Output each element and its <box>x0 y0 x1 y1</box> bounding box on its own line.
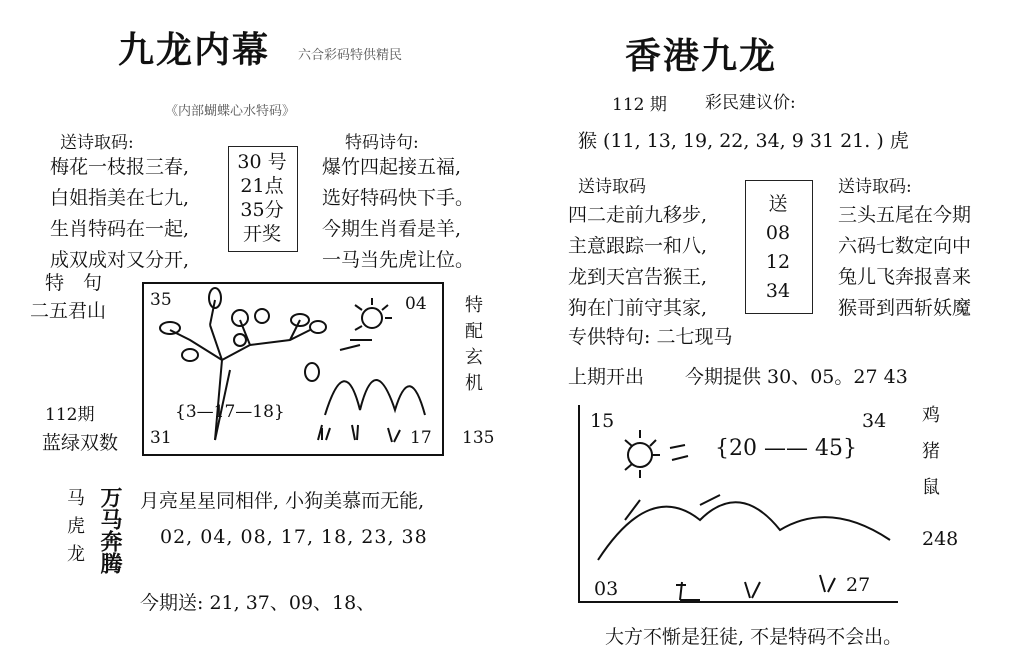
poem-line: 三头五尾在今期 <box>838 204 972 226</box>
draw-time-line: 21点 <box>240 175 284 197</box>
poem-line: 四二走前九移步, <box>568 204 708 226</box>
send-box-text <box>745 190 811 306</box>
right-sketch-num-bl: 03 <box>594 578 619 600</box>
right-sketch-num-br: 27 <box>846 574 871 596</box>
right-send-poem-label-left: 送诗取码 <box>578 177 646 197</box>
right-sketch-num-tl: 15 <box>590 410 615 432</box>
right-poem-left <box>568 200 707 324</box>
left-subtitle: 《内部蝴蝶心水特码》 <box>165 104 296 119</box>
poem-line: 选好特码快下手。 <box>322 187 475 209</box>
left-zodiac-vertical: 马虎龙 <box>64 488 85 572</box>
left-numbers-line: 02, 04, 08, 17, 18, 23, 38 <box>160 526 428 548</box>
poem-line: 爆竹四起接五福, <box>322 156 462 178</box>
right-footer: 大方不惭是狂徒, 不是特码不会出。 <box>605 626 903 648</box>
poem-line: 猴哥到西斩妖魔 <box>838 297 972 319</box>
right-title: 香港九龙 <box>625 35 778 77</box>
poem-line: 今期生肖看是羊, <box>322 218 462 240</box>
send-box-line: 12 <box>765 251 791 273</box>
poem-line: 主意跟踪一和八, <box>568 235 708 257</box>
right-last-open: 上期开出 <box>568 366 645 388</box>
left-sketch-num-bl: 31 <box>150 428 172 448</box>
send-box-line: 34 <box>765 280 791 302</box>
right-poem-right <box>838 200 971 324</box>
right-issue: 112 期 <box>612 95 667 115</box>
poem-line: 成双成对又分开, <box>50 249 190 271</box>
left-send-poem-label: 送诗取码: <box>60 133 134 153</box>
left-special-phrase-label: 特 句 <box>45 272 103 294</box>
send-box-line: 送 <box>768 193 788 215</box>
left-moon-line: 月亮星星同相伴, 小狗美慕而无能, <box>140 490 425 512</box>
left-sketch-num-br: 17 <box>410 428 432 448</box>
left-sketch-num-tl: 35 <box>150 290 172 310</box>
poem-line: 六码七数定向中 <box>838 235 972 257</box>
right-special-phrase: 专供特句: 二七现马 <box>568 326 733 348</box>
right-sketch-num-mid: {20 —— 45} <box>715 436 857 461</box>
poem-line: 兔儿飞奔报喜来 <box>838 266 972 288</box>
right-send-poem-label-right: 送诗取码: <box>838 177 912 197</box>
poem-line: 梅花一枝报三春, <box>50 156 190 178</box>
left-sketch-num-tr: 04 <box>405 294 427 314</box>
poem-line: 生肖特码在一起, <box>50 218 190 240</box>
poem-line: 狗在门前守其家, <box>568 297 708 319</box>
left-send-label: 今期送: 21, 37、09、18、 <box>140 592 376 614</box>
right-sketch-num-tr: 34 <box>862 410 887 432</box>
left-horses: 万马奔腾 <box>97 486 123 574</box>
left-special-match-number: 135 <box>462 428 495 448</box>
draw-time-line: 35分 <box>240 199 284 221</box>
poem-line: 白姐指美在七九, <box>50 187 190 209</box>
right-monkey-line: 猴 (11, 13, 19, 22, 34, 9 31 21. ) 虎 <box>578 130 909 152</box>
left-title: 九龙内幕 <box>118 29 271 71</box>
left-special-phrase: 二五君山 <box>30 300 107 322</box>
draw-time-line: 30 号 <box>237 151 287 173</box>
draw-time-line: 开奖 <box>242 223 281 245</box>
left-sketch-num-mid: {3—17—18} <box>175 402 285 422</box>
left-special-match: 特配玄机 <box>462 295 483 399</box>
left-blue-green: 蓝绿双数 <box>42 432 119 454</box>
left-issue: 112期 <box>45 405 95 425</box>
right-zodiac-number: 248 <box>922 528 959 550</box>
send-box-line: 08 <box>765 222 791 244</box>
right-this-issue: 今期提供 30、05。27 43 <box>685 366 908 388</box>
poem-line: 一马当先虎让位。 <box>322 249 475 271</box>
poem-line: 龙到天宫告猴王, <box>568 266 708 288</box>
right-advice-label: 彩民建议价: <box>705 93 796 113</box>
right-zodiac-vertical: 鸡猪鼠 <box>919 405 940 513</box>
left-title-note: 六合彩码特供精民 <box>298 48 403 63</box>
left-special-poem-label: 特码诗句: <box>345 133 419 153</box>
